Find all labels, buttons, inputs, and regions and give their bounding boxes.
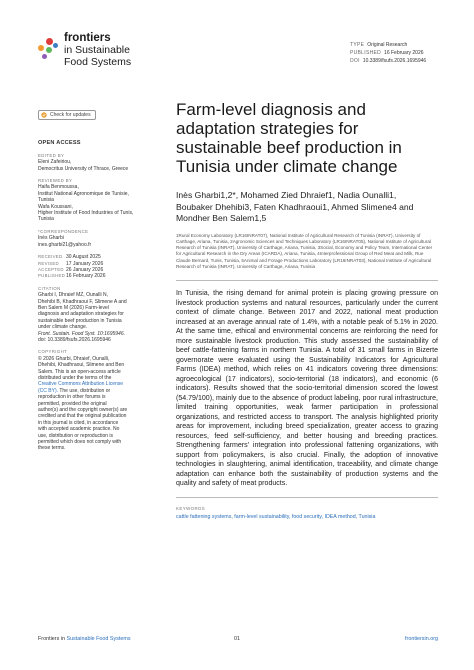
open-access-label: OPEN ACCESS [38,140,81,147]
page-number: 01 [234,636,240,642]
keywords-list[interactable]: cattle fattening systems, farm-level sustainability, food security, IDEA method, Tunisia [176,513,376,520]
title-line: Tunisia under climate change [176,157,398,176]
license-link[interactable]: Creative Commons Attribution License [38,381,124,388]
citation-line: Ben Salem M (2026) Farm-level [38,304,109,311]
authors-line: Boubaker Dhehibi3, Faten Khadhraoui1, Ahmed Slimene4 and [176,201,414,212]
copyright-line: Salem. This is an open-access article [38,368,121,375]
brand-name: frontiers [64,32,111,44]
type-value: Original Research [367,42,408,48]
copyright-line: reproduction in other forums is [38,394,106,401]
dates-block [38,254,146,280]
citation-line: Front. Sustain. Food Syst. 10:1695946. [38,330,125,337]
date-published: PUBLISHED16 February 2026 [38,273,106,280]
published-label: PUBLISHED [350,50,382,56]
check-updates-button[interactable] [38,110,96,120]
copyright-line: these terms. [38,445,66,452]
type-label: TYPE [350,42,365,48]
corresponding-author: Inès Gharbi [38,235,64,242]
corresponding-email[interactable]: ines.gharbi21@yahoo.fr [38,241,92,248]
correspondence [38,235,146,248]
divider [176,497,438,498]
copyright-line: permitted, provided the original [38,400,107,407]
keywords-label: KEYWORDS [176,505,206,511]
copyright-line: permitted which does not comply with [38,439,122,446]
citation-line: Gharbi I, Dhraief MZ, Ounalli N, [38,292,109,299]
reviewer-name: Haifa Benmoussa, [38,184,79,191]
copyright-line: use, distribution or reproduction is [38,432,114,439]
title-line: sustainable beef production in [176,138,402,157]
authors-line: Inès Gharbi1,2*, Mohamed Zied Dhraief1, Nadia Ounalli1, [176,190,397,200]
doi-value[interactable]: 10.3389/fsufs.2026.1695946 [362,58,427,64]
copyright-label: COPYRIGHT [38,349,68,355]
authors-line: Mondher Ben Salem1,5 [176,213,267,223]
citation-line: diagnosis and adaptation strategies for [38,311,124,318]
author-list [176,190,438,225]
reviewer-name: Wafa Koussani, [38,203,73,210]
citation-line: Dhehibi B, Khadhraoui F, Slimene A and [38,298,127,305]
reviewed-by-label: REVIEWED BY [38,178,73,184]
sidebar [38,110,146,452]
journal-line-1: in Sustainable [64,44,130,56]
edited-by-label: EDITED BY [38,152,65,158]
footer-prefix: Frontiers in [38,636,67,642]
published-value: 16 February 2026 [384,50,424,56]
correspondence-label: *CORRESPONDENCE [38,228,89,234]
copyright [38,356,146,452]
license-link-abbr[interactable]: (CC BY). [38,387,58,394]
article-title [176,100,438,176]
reviewed-by [38,184,146,222]
citation-line: doi: 10.3389/fsufs.2026.1695946 [38,336,111,343]
check-updates-label: Check for updates [50,112,91,118]
affiliations: 1Rural Economy Laboratory (LR16INRAT07), National Institute of Agricultural Research of Tunisia (INRAT), University of Carthage, Ariana, Tunisia, 2Agronomic Sciences and Techniques Laboratory (LR16INRAT05), National Institute of Agricultural Research of Tunisia (INRAT), University of Carthage, Ariana, Tunisia, 3Social, Economy and Policy Team, International Center for Agricultural Research in the Dry Areas (ICARDA), Ariana, Tunisia, 4Interprofessional Group of Red Meat and Milk, Rue Claude Bernard, Tunis, Tunisia, 5Animal and Forage Productions Laboratory (LR16INRAT03), National Institute of Agricultural Research of Tunisia (INRAT), University of Carthage, Ariana, Tunisia [176,232,433,269]
copyright-line: in this journal is cited, in accordance [38,419,119,426]
doi-label: DOI [350,58,360,64]
article-meta [350,41,426,65]
editor-affiliation: Democritus University of Thrace, Greece [38,165,129,172]
copyright-line: © 2026 Gharbi, Dhraief, Ounalli, [38,355,110,362]
citation-line: under climate change. [38,324,88,331]
reviewer-country: Tunisia [38,197,54,204]
citation [38,292,146,343]
copyright-line: The use, distribution or [59,387,111,394]
title-line: Farm-level diagnosis and [176,100,366,119]
journal-logo[interactable] [38,32,158,72]
reviewer-affiliation: Institut National Agronomique de Tunisie, [38,190,129,197]
reviewer-country: Tunisia [38,216,54,223]
refresh-icon [41,112,47,118]
editor-name: Eleni Zafeiriou, [38,159,72,166]
citation-label: CITATION [38,285,61,291]
title-line: adaptation strategies for [176,119,359,138]
footer-journal [38,636,131,642]
journal-line-2: Food Systems [64,56,132,68]
abstract-text: In Tunisia, the rising demand for animal protein is placing growing pressure on livestock production systems and natural resources, particularly under the current context of climate change. Between 2017 and 2022, national meat production increased at an average annual rate of 1.4%, with a notable peak of 5.1% in 2020. At the same time, ethical and environmental concerns are reinforcing the need for more sustainable livestock production. This study assessed the sustainability of beef cattle-fattening farms in northern Tunisia. A total of 31 small farms in Bizerte governorate were evaluated using the Sustainability Indicators for Agricultural Farms (IDEA) method, which relies on 41 indicators covering three dimensions: agroecological (17 indicators), socio-territorial (18 indicators), and economic (6 indicators). Results showed that the socio-territorial dimension scored the lowest (54.79/100), mainly due to the absence of product labeling, poor rural infrastructure, limited training opportunities, weak farmer participation in professional organizations, and restricted access to transport. The analysis highlighted priority areas for improvement, including breed specialization, greater access to grazing resources, feed self-sufficiency, and better housing and breeding practices. Strengthening farmers' integration into professional fattening organizations, with support from policymakers, is also crucial. Finally, the adoption of innovative technologies in slaughtering, animal identification, traceability, and climate change adaptation can enhance both the sustainability of production systems and the quality and safety of meat products. [176,290,438,488]
frontiers-logo-icon [38,38,60,62]
journal-name [64,32,131,68]
date-received: RECEIVED 30 August 2025 [38,254,101,261]
copyright-line: with accepted academic practice. No [38,426,120,433]
divider [176,280,438,281]
date-accepted: ACCEPTED 26 January 2026 [38,266,104,273]
footer-site-link[interactable]: frontiersin.org [405,636,438,642]
copyright-line: author(s) and the copyright owner(s) are [38,407,128,414]
reviewer-affiliation: Higher Institute of Food Industries of Tunis, [38,210,134,217]
main-column [176,100,438,521]
copyright-line: distributed under the terms of the [38,375,112,381]
copyright-line: credited and that the original publication [38,413,127,420]
date-revised: REVISED 17 January 2026 [38,260,104,267]
footer-journal-link[interactable]: Sustainable Food Systems [66,636,131,642]
citation-line: sustainable beef production in Tunisia [38,317,122,324]
edited-by [38,159,146,172]
copyright-line: Dhehibi, Khadhraoui, Slimene and Ben [38,362,125,369]
